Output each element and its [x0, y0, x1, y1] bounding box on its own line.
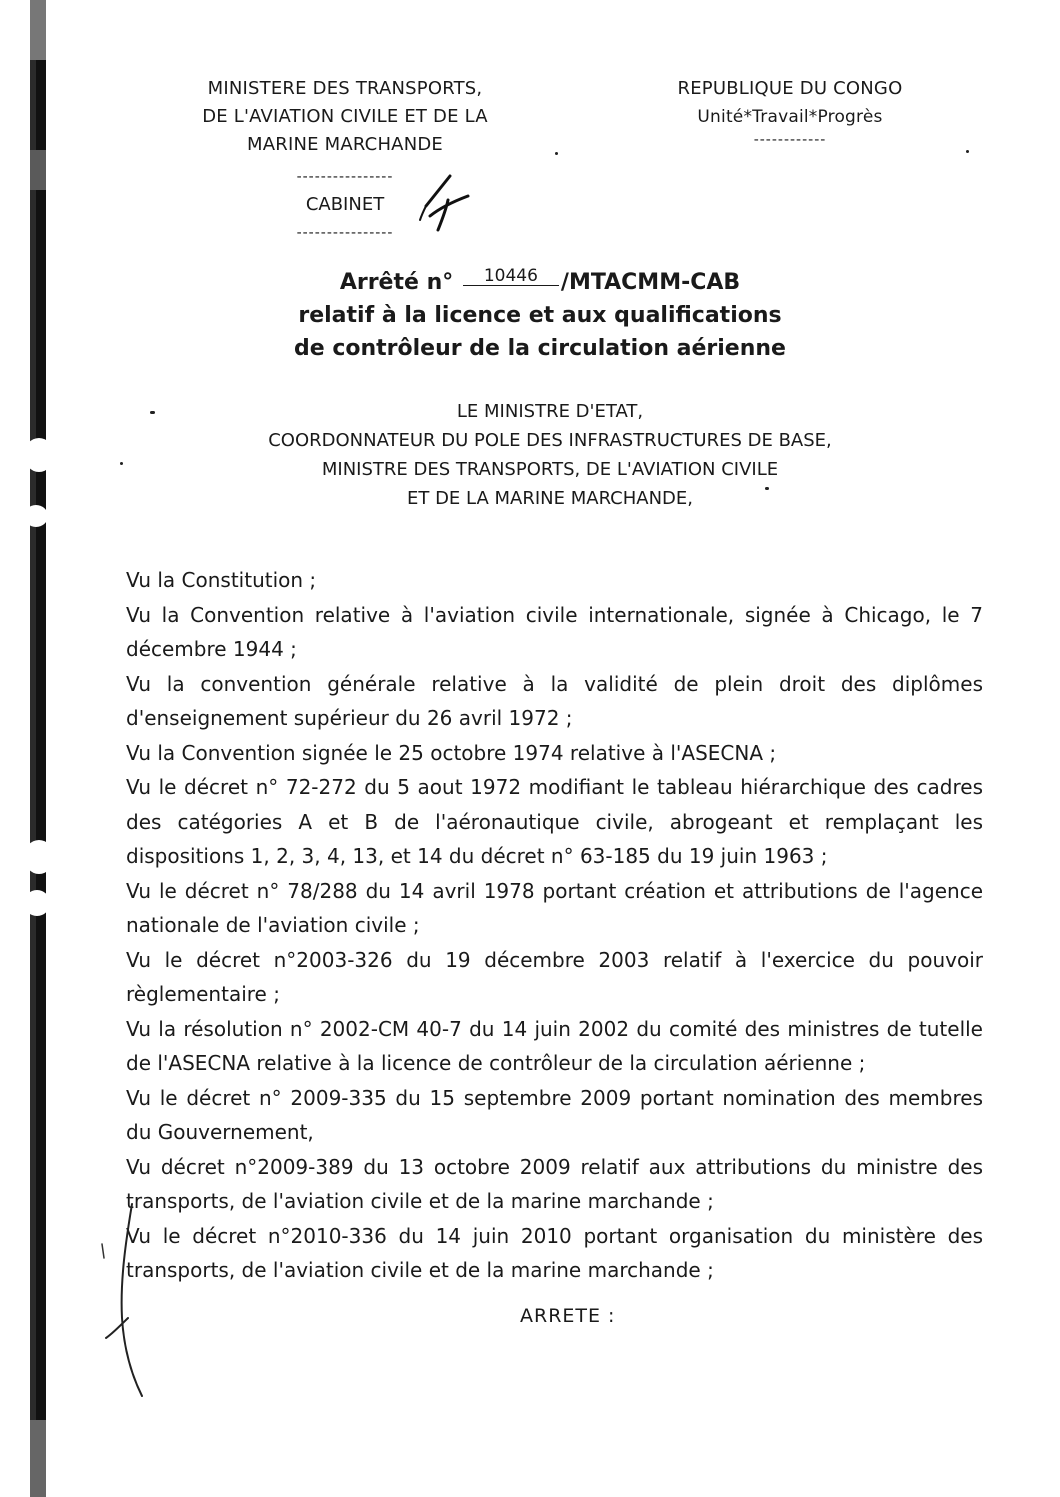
decree-number: 10446: [463, 267, 559, 286]
title-line: relatif à la licence et aux qualifications: [298, 303, 782, 328]
ministry-line: MINISTERE DES TRANSPORTS,: [207, 78, 483, 99]
republic-header: [640, 75, 940, 149]
separator-dashes: ------------: [753, 132, 827, 148]
cabinet-block: [270, 168, 420, 242]
handwritten-initial-mark: [412, 170, 476, 236]
scan-edge: [0, 0, 58, 1497]
minister-line: COORDONNATEUR DU POLE DES INFRASTRUCTURES DE BASE,: [268, 430, 832, 451]
punch-hole: [24, 890, 50, 916]
visa-paragraph: Vu la Convention relative à l'aviation civile internationale, signée à Chicago, le 7 décembre 1944 ;: [126, 602, 983, 661]
visa-paragraph: Vu la résolution n° 2002-CM 40-7 du 14 juin 2002 du comité des ministres de tutelle de l'ASECNA relative à la licence de contrôleur de la circulation aérienne ;: [126, 1016, 983, 1075]
visa-paragraph: Vu le décret n° 2009-335 du 15 septembre 2009 portant nomination des membres du Gouvernement,: [126, 1085, 983, 1144]
visa-paragraph: Vu la convention générale relative à la validité de plein droit des diplômes d'enseignement supérieur du 26 avril 1972 ;: [126, 671, 983, 730]
minister-line: MINISTRE DES TRANSPORTS, DE L'AVIATION CIVILE: [321, 459, 779, 480]
ministry-header: [150, 75, 540, 159]
title-line: de contrôleur de la circulation aérienne: [294, 336, 786, 361]
decree-title: [280, 266, 800, 365]
visa-paragraph: Vu le décret n° 72-272 du 5 aout 1972 modifiant le tableau hiérarchique des cadres des catégories A et B de l'aéronautique civile, abrogeant et remplaçant les dispositions 1, 2, 3, 4, 13, et 14 du décret n° 63-185 du 19 juin 1963 ;: [126, 775, 983, 868]
national-motto: Unité*Travail*Progrès: [697, 107, 883, 127]
visas-list: [126, 563, 983, 1288]
cabinet-label: CABINET: [305, 194, 385, 215]
visa-paragraph: Vu le décret n° 78/288 du 14 avril 1978 portant création et attributions de l'agence nationale de l'aviation civile ;: [126, 878, 983, 937]
minister-line: ET DE LA MARINE MARCHANDE,: [406, 488, 694, 509]
visa-paragraph: Vu le décret n°2003-326 du 19 décembre 2003 relatif à l'exercice du pouvoir règlementaire ;: [126, 947, 983, 1006]
punch-hole: [24, 505, 48, 527]
separator-dashes: ----------------: [296, 225, 394, 241]
punch-hole: [24, 840, 54, 874]
scan-speck: [765, 487, 769, 490]
handwritten-margin-mark: [92, 1200, 164, 1400]
punch-hole: [24, 438, 54, 472]
decree-reference: /MTACMM-CAB: [560, 270, 741, 295]
separator-dashes: ----------------: [296, 169, 394, 185]
decision-heading: ARRETE :: [520, 1305, 616, 1327]
visa-paragraph: Vu la Convention signée le 25 octobre 1974 relative à l'ASECNA ;: [126, 740, 777, 765]
visa-paragraph: Vu la Constitution ;: [126, 568, 317, 592]
decree-prefix: Arrêté n°: [339, 270, 454, 295]
visa-paragraph: Vu le décret n°2010-336 du 14 juin 2010 portant organisation du ministère des transports, de l'aviation civile et de la marine marchande ;: [126, 1223, 983, 1282]
scan-speck: [120, 462, 123, 465]
minister-line: LE MINISTRE D'ETAT,: [456, 401, 644, 422]
minister-block: [200, 397, 900, 513]
scan-speck: [555, 152, 558, 155]
visa-paragraph: Vu décret n°2009-389 du 13 octobre 2009 relatif aux attributions du ministre des transports, de l'aviation civile et de la marine marchande ;: [126, 1154, 983, 1213]
decree-number-line: [280, 266, 800, 299]
republic-name: REPUBLIQUE DU CONGO: [677, 78, 903, 99]
ministry-line: DE L'AVIATION CIVILE ET DE LA: [202, 106, 488, 127]
ministry-line: MARINE MARCHANDE: [247, 134, 443, 155]
scan-speck: [966, 150, 969, 153]
scan-speck: [150, 411, 155, 414]
